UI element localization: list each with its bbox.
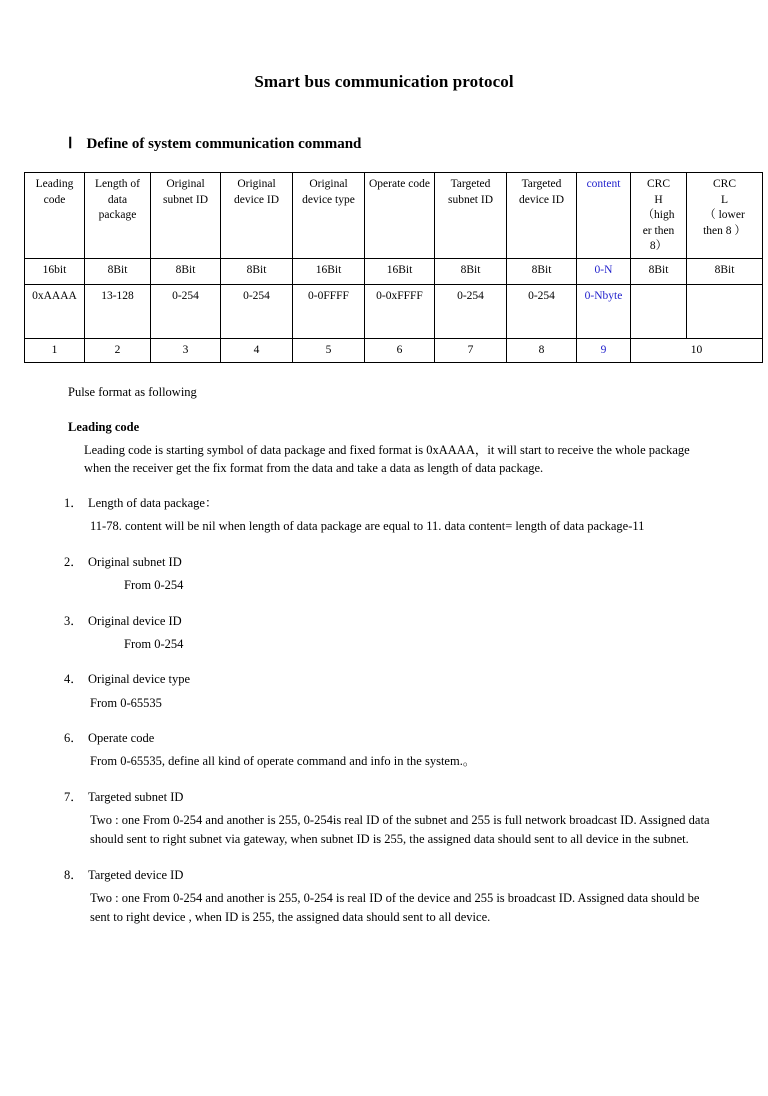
crc-h-line5: 8）	[649, 240, 668, 253]
header-operate-code: Operate code	[365, 173, 435, 259]
list-item-body: From 0-65535, define all kind of operate command and info in the system.。	[90, 754, 476, 769]
range-cell: 0xAAAA	[25, 284, 85, 338]
list-item-number: 2．	[64, 554, 83, 569]
table-range-row	[25, 284, 763, 338]
list-item-body: From 0-65535	[90, 695, 162, 710]
list-item	[64, 553, 768, 595]
list-item-number: 3．	[64, 613, 83, 628]
range-cell: 13-128	[85, 284, 151, 338]
protocol-table	[24, 172, 763, 363]
section-heading	[68, 134, 768, 153]
index-cell: 8	[507, 338, 577, 362]
list-item-title	[64, 729, 768, 747]
list-item-title	[64, 788, 768, 806]
header-crc-h	[631, 173, 687, 259]
list-item-number: 1．	[64, 495, 83, 510]
index-cell: 6	[365, 338, 435, 362]
header-crc-l	[687, 173, 763, 259]
crc-h-line1: CRC	[646, 178, 670, 190]
bits-cell: 16Bit	[365, 258, 435, 284]
range-cell	[687, 284, 763, 338]
list-item-label: Targeted device ID	[88, 867, 184, 882]
crc-l-line2: L	[720, 193, 729, 206]
index-cell: 2	[85, 338, 151, 362]
list-item	[64, 612, 768, 654]
list-item	[64, 729, 768, 771]
header-length: Length of data package	[85, 173, 151, 259]
range-cell: 0-Nbyte	[577, 284, 631, 338]
list-item-title	[64, 612, 768, 630]
bits-cell: 8Bit	[85, 258, 151, 284]
list-item	[64, 866, 768, 927]
bits-cell: 16Bit	[293, 258, 365, 284]
list-item-title	[64, 866, 768, 884]
bits-cell: 8Bit	[221, 258, 293, 284]
list-item-number: 6．	[64, 731, 83, 746]
range-cell: 0-0xFFFF	[365, 284, 435, 338]
list-item-number: 8．	[64, 867, 83, 882]
document-page	[0, 72, 768, 1096]
list-item-label: Original device type	[88, 672, 191, 687]
list-item-body: Two : one From 0-254 and another is 255, 0-254 is real ID of the device and 255 is broadcast ID. Assigned data should be sent to right device , when ID is 255, the assigned data should sent to all device.	[90, 890, 700, 924]
crc-h-line2: H	[654, 193, 663, 206]
index-cell: 5	[293, 338, 365, 362]
header-targeted-device-id: Targeted device ID	[507, 173, 577, 259]
range-cell	[631, 284, 687, 338]
header-targeted-subnet-id: Targeted subnet ID	[435, 173, 507, 259]
index-cell: 3	[151, 338, 221, 362]
list-item	[64, 494, 768, 536]
index-cell: 4	[221, 338, 293, 362]
header-content: content	[577, 173, 631, 259]
bits-cell: 0-N	[577, 258, 631, 284]
range-cell: 0-254	[435, 284, 507, 338]
index-cell: 10	[631, 338, 763, 362]
table-header-row	[25, 173, 763, 259]
range-cell: 0-254	[151, 284, 221, 338]
bits-cell: 16bit	[25, 258, 85, 284]
range-cell: 0-254	[507, 284, 577, 338]
pulse-format-text: Pulse format as following	[68, 384, 197, 399]
numbered-item-list	[0, 494, 768, 927]
range-cell: 0-254	[221, 284, 293, 338]
list-item-title	[64, 553, 768, 571]
list-item	[64, 670, 768, 712]
list-item-title	[64, 670, 768, 688]
bits-cell: 8Bit	[687, 258, 763, 284]
table-index-row	[25, 338, 763, 362]
list-item-number: 7．	[64, 790, 83, 805]
page-title: Smart bus communication protocol	[254, 72, 514, 91]
list-item-body: 11-78. content will be nil when length of data package are equal to 11. data content= length of data package-11	[90, 518, 645, 533]
list-item	[64, 788, 768, 849]
section-numeral: Ⅰ	[68, 136, 73, 152]
list-item-title	[64, 494, 768, 512]
leading-code-paragraph: Leading code is starting symbol of data package and fixed format is 0xAAAA，it will start to receive the whole package when the receiver get the fix format from the data and take a data as length of data package.	[84, 442, 690, 475]
leading-code-heading: Leading code	[68, 419, 140, 434]
crc-h-line3: （high	[642, 209, 675, 222]
list-item-label: Operate code	[88, 731, 155, 746]
crc-l-line1: CRC	[712, 178, 736, 190]
list-item-number: 4．	[64, 672, 83, 687]
header-original-device-id: Original device ID	[221, 173, 293, 259]
crc-l-line3: （ lower	[704, 209, 745, 222]
header-original-device-type: Original device type	[293, 173, 365, 259]
table-bits-row	[25, 258, 763, 284]
list-item-label: Original device ID	[88, 613, 182, 628]
index-cell: 1	[25, 338, 85, 362]
list-item-label: Length of data package：	[88, 495, 218, 510]
list-item-body: Two : one From 0-254 and another is 255, 0-254is real ID of the subnet and 255 is full network broadcast ID. Assigned data should sent to right subnet via gateway, when subnet ID is 255, the assigned data should sent to all device in the subnet.	[90, 813, 710, 847]
header-leading-code: Leading code	[25, 173, 85, 259]
index-cell: 7	[435, 338, 507, 362]
header-original-subnet-id: Original subnet ID	[151, 173, 221, 259]
bits-cell: 8Bit	[631, 258, 687, 284]
list-item-label: Original subnet ID	[88, 554, 182, 569]
list-item-body: From 0-254	[124, 636, 184, 651]
index-cell: 9	[577, 338, 631, 362]
crc-l-line4: then 8 ）	[703, 224, 746, 237]
list-item-label: Targeted subnet ID	[88, 790, 184, 805]
list-item-body: From 0-254	[124, 577, 184, 592]
range-cell: 0-0FFFF	[293, 284, 365, 338]
bits-cell: 8Bit	[435, 258, 507, 284]
bits-cell: 8Bit	[507, 258, 577, 284]
crc-h-line4: er then	[642, 224, 675, 237]
bits-cell: 8Bit	[151, 258, 221, 284]
section-heading-text: Define of system communication command	[86, 136, 362, 152]
